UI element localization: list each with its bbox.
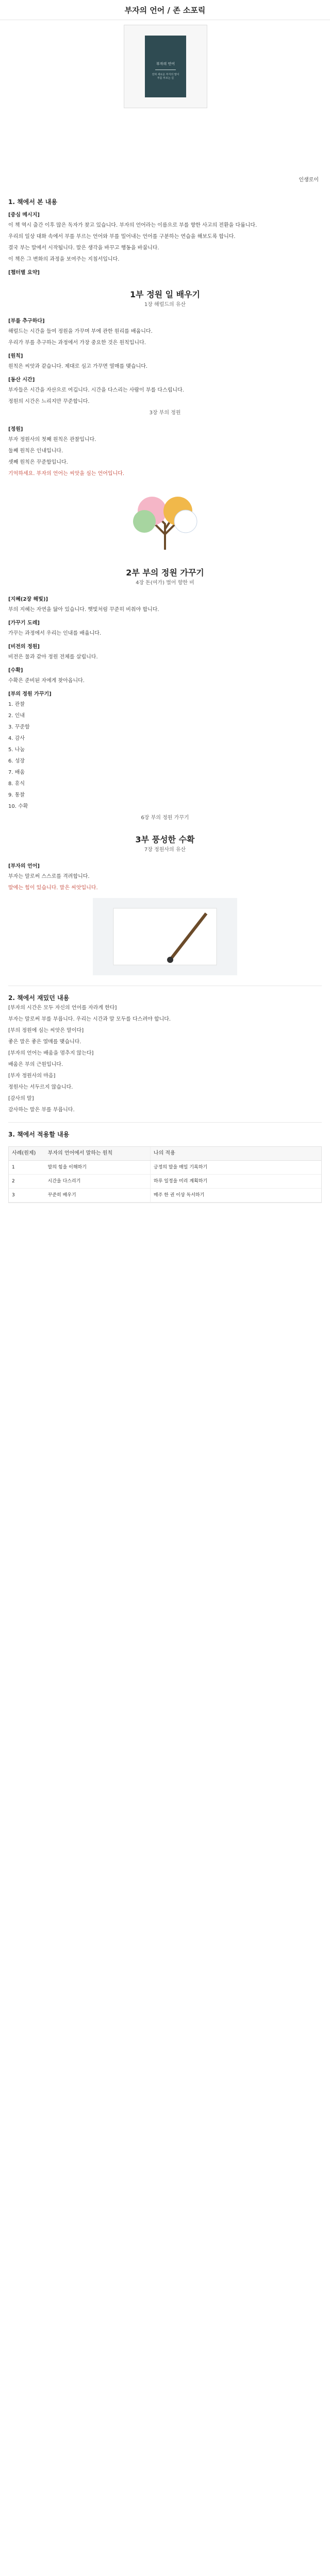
part1-p9: 기억하세요. 부자의 언어는 씨앗을 심는 언어입니다.: [8, 471, 125, 477]
section-2-p2: 부자는 말로써 부를 부릅니다. 우리는 시간과 말 모두를 다스려야 합니다.: [8, 1016, 171, 1022]
section-1-p1: 이 책 역시 출간 이후 많은 독자가 찾고 있습니다. 부자의 언어라는 이름으로 부를 향한 사고의 전환을 다룹니다.: [8, 223, 257, 228]
section-1-title: 1. 책에서 본 내용: [8, 198, 57, 206]
part1-h4: [정원]: [8, 427, 23, 432]
section-1-p3: 결국 부는 말에서 시작됩니다. 말은 생각을 바꾸고 행동을 바꿉니다.: [8, 245, 159, 251]
page-title: 부자의 언어 / 존 소포릭: [124, 5, 206, 15]
part1-h3: [동산 시간]: [8, 377, 35, 383]
part2-item-9: 9. 통찰: [8, 792, 25, 798]
part3-sub: 7장 정원사의 유산: [144, 847, 186, 853]
table-cell-apply: 하루 일정을 미리 계획하기: [153, 1179, 208, 1184]
table-cell-case: 1: [12, 1165, 15, 1170]
part2-item-6: 6. 성장: [8, 758, 25, 764]
part2-item-4: 4. 감사: [8, 736, 25, 741]
section-2-title: 2. 책에서 재밌던 내용: [8, 994, 70, 1002]
section-1-p2: 우리의 일상 대화 속에서 부를 부르는 언어와 부를 밀어내는 언어를 구분하는 연습을 해보도록 합니다.: [8, 234, 236, 240]
section-2-p10: 감사하는 말은 부를 부릅니다.: [8, 1107, 75, 1113]
part1-p5: 정원의 시간은 느리지만 꾸준합니다.: [8, 399, 90, 404]
part2-item-3: 3. 꾸준함: [8, 724, 30, 730]
four-seasons-tree-image: [108, 483, 222, 555]
table-cell-apply: 매주 한 권 이상 독서하기: [153, 1193, 205, 1198]
table-header-apply: 나의 적용: [153, 1150, 175, 1156]
part2-item-5: 5. 나눔: [8, 747, 25, 753]
main-content: [8, 198, 322, 1211]
table-cell-case: 3: [12, 1193, 15, 1198]
part1-p1: 해럴드는 시간을 들여 정원을 가꾸며 부에 관한 원리를 배웁니다.: [8, 329, 153, 334]
table-row: [9, 1161, 321, 1175]
book-cover: [145, 36, 186, 97]
part1-p4: 부자들은 시간을 자산으로 여깁니다. 시간을 다스리는 사람이 부를 다스립니다.: [8, 387, 184, 393]
table-cell-principle: 시간을 다스리기: [45, 1175, 151, 1188]
table-row: [9, 1189, 321, 1202]
paper: [113, 908, 217, 965]
part2-item-7: 7. 배움: [8, 770, 25, 775]
author-signature: 인생로이: [299, 177, 319, 183]
part1-ch3-title: 3장 부의 정원: [149, 410, 181, 416]
part3-p1: 부자는 말로써 스스로를 격려합니다.: [8, 874, 90, 879]
part2-p1: 부의 지혜는 자연을 닮아 있습니다. 햇빛처럼 꾸준히 비춰야 합니다.: [8, 607, 159, 613]
header-bar: [0, 0, 330, 20]
table-row: [9, 1175, 321, 1189]
table-header-case: 사례(원제): [12, 1150, 36, 1156]
part2-title: 2부 부의 정원 가꾸기: [126, 568, 204, 578]
section-2-p7: [부자 정원사의 마음]: [8, 1073, 56, 1079]
section-1-p4: 이 책은 그 변화의 과정을 보여주는 지침서입니다.: [8, 257, 120, 262]
table-cell-principle: 꾸준히 배우기: [45, 1189, 151, 1202]
part2-h2: [가꾸기 도레]: [8, 620, 40, 626]
part2-h4: [수확]: [8, 668, 23, 673]
table-cell-case: 2: [12, 1179, 15, 1184]
table-cell-principle: 말의 힘을 이해하기: [45, 1161, 151, 1174]
part3-h1: [부자의 언어]: [8, 863, 40, 869]
apply-table-header: [9, 1147, 321, 1161]
part1-title: 1부 정원 일 배우기: [129, 290, 201, 299]
section-2-p9: [감사의 말]: [8, 1096, 34, 1101]
book-cover-title: 부자의 언어: [156, 61, 175, 66]
part2-item-8: 8. 휴식: [8, 781, 25, 787]
section-2-p8: 정원사는 서두르지 않습니다.: [8, 1084, 73, 1090]
section-2-p6: 배움은 부의 근원입니다.: [8, 1062, 63, 1067]
part2-h5: [부의 정원 가꾸기]: [8, 691, 52, 697]
brush-writing-image: [93, 898, 237, 975]
brush-illustration: [93, 898, 237, 975]
part2-h1: [지혜(2장 해빛)]: [8, 597, 48, 602]
part1-h1: [부를 추구하다]: [8, 318, 45, 324]
section-2-p4: 좋은 말은 좋은 열매를 맺습니다.: [8, 1039, 81, 1045]
section-divider-2: [8, 1122, 322, 1123]
part1-p3: 원칙은 씨앗과 같습니다. 제대로 심고 가꾸면 열매를 맺습니다.: [8, 364, 148, 369]
section-2-p3: [부의 정원에 심는 씨앗은 말이다]: [8, 1028, 84, 1033]
part2-footer: 6장 부의 정원 가꾸기: [141, 815, 189, 821]
part3-p2: 말에는 힘이 있습니다. 말은 씨앗입니다.: [8, 885, 98, 891]
part1-p7: 둘째 원칙은 인내입니다.: [8, 448, 63, 454]
part2-p3: 비전은 물과 같아 정원 전체를 살립니다.: [8, 654, 98, 660]
part2-item-10: 10. 수확: [8, 804, 28, 809]
part1-p8: 셋째 원칙은 꾸준함입니다.: [8, 460, 68, 465]
part1-p2: 우리가 부를 추구하는 과정에서 가장 중요한 것은 원칙입니다.: [8, 340, 146, 346]
part1-h2: [원칙]: [8, 353, 23, 359]
book-cover-subtitle-2: 부를 부르는 길: [157, 76, 174, 80]
part2-item-1: 1. 관찰: [8, 702, 25, 707]
part2-sub: 4장 돈(여가) 벌어 향한 비: [136, 580, 194, 586]
table-cell-apply: 긍정의 말을 매일 기록하기: [153, 1165, 208, 1170]
section-2-p1: [부자의 시간은 모두 자신의 언어를 자라게 한다]: [8, 1005, 117, 1011]
apply-table: [8, 1146, 322, 1203]
toc-title: [챕터별 요약]: [8, 270, 40, 276]
section-3-title: 3. 책에서 적용할 내용: [8, 1131, 70, 1138]
section-2-p5: [부자의 언어는 배움을 멈추지 않는다]: [8, 1050, 94, 1056]
book-cover-subtitle-1: 전혀 새로운 부자의 말이: [152, 73, 179, 76]
part2-p2: 가꾸는 과정에서 우리는 인내를 배웁니다.: [8, 631, 102, 636]
part1-sub: 1장 해럴드의 유산: [144, 302, 186, 308]
part2-p4: 수확은 준비된 자에게 찾아옵니다.: [8, 678, 85, 684]
section-1-sub: [중심 메시지]: [8, 212, 40, 218]
part2-item-2: 2. 인내: [8, 713, 25, 719]
part3-title: 3부 풍성한 수확: [135, 835, 195, 844]
tree-illustration: [108, 483, 222, 555]
table-header-principle: 부자의 언어에서 말하는 원칙: [45, 1147, 151, 1160]
part2-h3: [비전의 정원]: [8, 644, 40, 650]
book-cover-frame: [124, 25, 207, 108]
part1-p6: 부자 정원사의 첫째 원칙은 관찰입니다.: [8, 437, 96, 443]
